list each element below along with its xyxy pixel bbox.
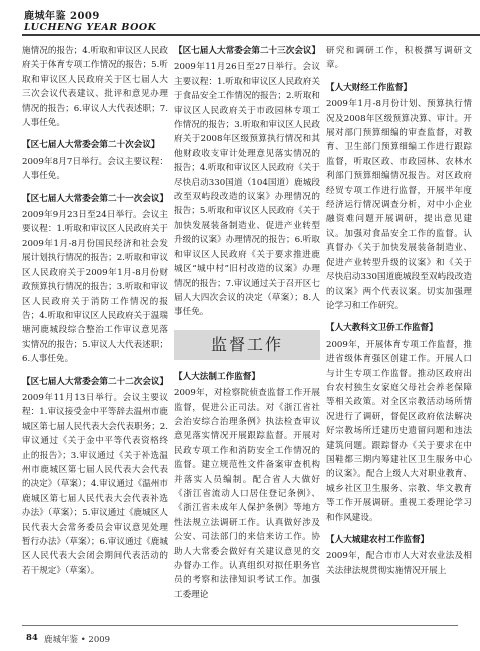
paragraph: 2009年1月-8月份计划、预算执行情况及2008年区级预算决算、审计。开展对部门预算细编的审查监督，对教育、卫生部门预算细编工作进行跟踪监督，听取区政、市政园林、农林水利部门预算细编情况报告。对区政府经贸专项工作进行监督，开展半年度经济运行情况调查分析，对中小企业融资难问题开展调研，提出意见建议。加强对食品安全工作的监督。认真督办《关于加快发展装备制造业、促进产业转型升级的议案》和《关于尽快启动330国道鹿城段至双屿段改造的议案》两个代表议案。切实加强理论学习和工作研究。 [326, 99, 472, 311]
header-rule [22, 34, 480, 36]
paragraph: 2009年，配合市市人大对农业法及相关法律法规贯彻实施情况开展上 [326, 551, 472, 576]
paragraph: 施情况的报告；4.听取和审议区人民政府关于体育专项工作情况的报告；5.听取和审议区人民政府关于区七届人大三次会议代表建议、批评和意见办理情况的报告；6.审议人大代表述职；7.人事任免。 [22, 46, 168, 129]
section-heading: 【区七届人大常委会第二十次会议】 [22, 140, 160, 151]
book-title-en: LUCHENG YEAR BOOK [24, 22, 157, 33]
section-heading: 【区七届人大常委会第二十二次会议】 [22, 376, 169, 387]
column-middle [174, 44, 320, 608]
section-heading: 【人大财经工作监督】 [326, 82, 412, 93]
paragraph: 2009年，对检察院侦查监督工作开展监督，促进公正司法。对《浙江省社会治安综合治理条例》执法检查审议意见落实情况开展跟踪监督。开展对民政专项工作和消防安全工作情况的监督。建立规范性文件备案审查机构并落实人员编制。配合省人大做好《浙江省流动人口居住登记条例》、《浙江省未成年人保护条例》等地方性法规立法调研工作。认真做好涉及公安、司法部门的来信来访工作。协助人大常委会做好有关建议意见的交办督办工作。认真组织对拟任职务官员的考察和法律知识考试工作。加强工委理论 [174, 388, 320, 600]
section-heading: 【人大教科文卫侨工作监督】 [326, 323, 438, 334]
paragraph: 2009年，开展体育专项工作监督，推进省级体育强区创建工作。开展人口与计生专项工作监督。推动区政府出台农村独生女家庭父母社会养老保障等相关政策。对全区宗教活动场所情况进行了调研，督促区政府依法解决好宗教场所迁建历史遗留问题和违法建筑问题。跟踪督办《关于要求在中国鞋都三期内筹建社区卫生服务中心的议案》。配合上级人大对职业教育、城乡社区卫生服务、宗教、华文教育等工作开展调研。重视工委理论学习和作风建设。 [326, 339, 472, 523]
section-heading: 【人大法制工作监督】 [174, 371, 260, 382]
paragraph: 2009年11月13日举行。会议主要议程：1.审议接受金中平等辞去温州市鹿城区第七届人民代表大会代表职务；2.审议通过《关于金中平等代表资格终止的报告》；3.审议通过《关于补选温州市鹿城区第七届人民代表大会代表的决定》（草案）；4.审议通过《温州市鹿城区第七届人民代表大会代表补选办法》（草案）；5.审议通过《鹿城区人民代表大会常务委员会审议意见处理暂行办法》（草案）；6.审议通过《鹿城区人民代表大会闭会期间代表活动的若干规定》（草案）。 [22, 392, 168, 576]
section-heading: 【人大城建农村工作监督】 [326, 535, 430, 545]
column-right [326, 44, 472, 584]
section-banner: 监督工作 [174, 330, 320, 360]
footer-title: 鹿城年鉴 • 2009 [44, 635, 111, 645]
book-title-cn: 鹿城年鉴 2009 [24, 11, 100, 22]
page-footer [0, 625, 480, 651]
paragraph: 2009年11月26日至27日举行。会议主要议程：1.听取和审议区人民政府关于食品安全工作情况的报告；2.听取和审议区人民政府关于市政园林专项工作情况的报告；3.听取和审议区人民政府关于2008年区级预算执行情况和其他财政收支审计处理意见落实情况的报告；4.听取和审议区人民政府《关于尽快启动330国道（104国道）鹿城段改至双屿段改造的议案》办理情况的报告；5.听取和审议区人民政府《关于加快发展装备制造业、促进产业转型升级的议案》办理情况的报告；6.听取和审议区人民政府《关于要求推进鹿城区“城中村”旧村改造的议案》办理情况的报告；7.审议通过关于召开区七届人大四次会议的决定（草案）；8.人事任免。 [174, 62, 320, 318]
paragraph: 2009年9月23日至24日举行。会议主要议程：1.听取和审议区人民政府关于2009年1月-8月份国民经济和社会发展计划执行情况的报告；2.听取和审议区人民政府关于2009年1月-8月份财政预算执行情况的报告；3.听取和审议区人民政府关于消防工作情况的报告；4.听取和审议区人民政府关于温瑞塘河鹿城段综合整治工作审议意见落实情况的报告；5.审议人大代表述职；6.人事任免。 [22, 210, 168, 365]
section-heading: 【区七届人大常委会第二十三次会议】 [174, 46, 321, 56]
section-heading: 【区七届人大常委会第二十一次会议】 [22, 193, 169, 204]
paragraph: 2009年8月7日举行。会议主要议程：人事任免。 [22, 156, 168, 182]
page-header [0, 0, 480, 38]
footer-rule [22, 625, 458, 626]
column-left [22, 44, 168, 584]
page-number: 84 [26, 633, 38, 643]
paragraph: 研究和调研工作，积极撰写调研文章。 [326, 46, 472, 71]
